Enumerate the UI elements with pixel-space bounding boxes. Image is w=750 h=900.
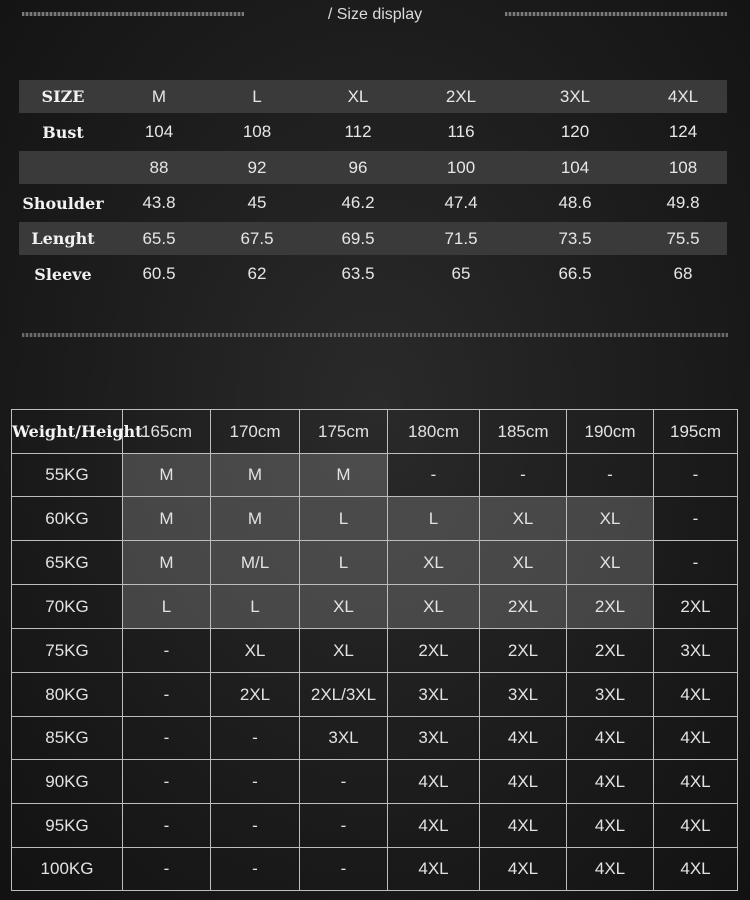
weight-label-cell: 90KG xyxy=(12,760,123,804)
size-cell: 3XL xyxy=(567,673,654,717)
size-cell: - xyxy=(123,717,211,760)
size-table-cell: 65.5 xyxy=(142,228,176,248)
size-cell: - xyxy=(211,717,300,760)
size-cell: 4XL xyxy=(654,717,738,760)
size-cell: 2XL xyxy=(567,629,654,673)
size-cell: XL xyxy=(388,541,480,585)
size-table-cell: 62 xyxy=(247,264,267,283)
size-table-cell: 124 xyxy=(668,122,698,141)
size-cell: M xyxy=(211,454,300,497)
size-cell: M xyxy=(123,497,211,541)
row-label: SIZE xyxy=(41,87,85,106)
size-cell: - xyxy=(123,673,211,717)
size-cell: - xyxy=(211,804,300,848)
weight-height-size-grid xyxy=(11,409,738,891)
size-cell: 3XL xyxy=(480,673,567,717)
size-cell: 3XL xyxy=(388,673,480,717)
size-table-cell: 108 xyxy=(668,157,698,177)
size-cell: - xyxy=(123,760,211,804)
size-cell: 4XL xyxy=(480,848,567,891)
size-table-cell: 69.5 xyxy=(341,228,375,248)
grid-row xyxy=(12,629,738,673)
size-table-row xyxy=(19,222,727,255)
size-cell: XL xyxy=(211,629,300,673)
size-table-cell: 48.6 xyxy=(558,193,592,212)
size-cell: 4XL xyxy=(388,804,480,848)
size-table-cell: 108 xyxy=(242,122,272,141)
size-cell: M xyxy=(123,454,211,497)
size-cell: 2XL xyxy=(480,585,567,629)
size-table-cell: 65 xyxy=(451,264,471,283)
section-divider xyxy=(22,333,728,337)
size-table-cell: 45 xyxy=(247,193,267,212)
grid-row xyxy=(12,454,738,497)
grid-row xyxy=(12,848,738,891)
size-cell: 4XL xyxy=(654,673,738,717)
grid-row xyxy=(12,541,738,585)
size-cell: 4XL xyxy=(654,848,738,891)
height-header-cell: 185cm xyxy=(480,410,567,454)
size-table-row xyxy=(19,151,727,184)
header-rule-right xyxy=(505,12,727,16)
size-cell: 4XL xyxy=(567,760,654,804)
size-cell: - xyxy=(211,760,300,804)
weight-label-cell: 85KG xyxy=(12,717,123,760)
size-cell: - xyxy=(480,454,567,497)
size-table-cell: 112 xyxy=(344,122,372,141)
size-table-cell: 116 xyxy=(447,122,475,141)
size-cell: M xyxy=(211,497,300,541)
size-cell: XL xyxy=(567,497,654,541)
size-table-cell: 104 xyxy=(560,157,590,177)
size-table-row xyxy=(19,184,727,222)
size-table-cell: L xyxy=(252,86,262,106)
grid-row xyxy=(12,585,738,629)
size-cell: 3XL xyxy=(300,717,388,760)
weight-label-cell: 80KG xyxy=(12,673,123,717)
section-header xyxy=(0,0,750,34)
size-table-cell: 49.8 xyxy=(666,193,700,212)
size-table-row xyxy=(19,80,727,113)
size-cell: 2XL xyxy=(211,673,300,717)
height-header-cell: 175cm xyxy=(300,410,388,454)
size-table-cell: 43.8 xyxy=(142,193,176,212)
size-cell: XL xyxy=(388,585,480,629)
size-cell: XL xyxy=(300,629,388,673)
grid-row xyxy=(12,673,738,717)
header-rule-left xyxy=(22,12,244,16)
size-cell: XL xyxy=(567,541,654,585)
size-table-cell: 73.5 xyxy=(558,228,592,248)
grid-row xyxy=(12,760,738,804)
size-cell: 2XL/3XL xyxy=(300,673,388,717)
size-cell: XL xyxy=(480,497,567,541)
size-cell: - xyxy=(654,454,738,497)
size-cell: 4XL xyxy=(480,804,567,848)
size-cell: 4XL xyxy=(567,804,654,848)
size-cell: 4XL xyxy=(480,717,567,760)
size-table-cell: 68 xyxy=(673,264,693,283)
size-cell: 2XL xyxy=(567,585,654,629)
size-table-cell: M xyxy=(151,86,167,106)
size-cell: - xyxy=(300,804,388,848)
size-table-cell: 104 xyxy=(144,122,174,141)
size-cell: - xyxy=(123,629,211,673)
size-cell: 3XL xyxy=(654,629,738,673)
row-label: Lenght xyxy=(31,229,95,248)
size-cell: 4XL xyxy=(654,760,738,804)
size-table-cell: 66.5 xyxy=(558,264,592,283)
size-measurement-table xyxy=(19,80,727,293)
size-table-cell: 4XL xyxy=(667,86,699,106)
size-cell: - xyxy=(567,454,654,497)
size-cell: - xyxy=(211,848,300,891)
size-cell: - xyxy=(123,804,211,848)
size-table-cell: 60.5 xyxy=(142,264,176,283)
weight-label-cell: 70KG xyxy=(12,585,123,629)
size-cell: L xyxy=(300,541,388,585)
height-header-cell: 195cm xyxy=(654,410,738,454)
size-table-cell: 67.5 xyxy=(240,228,274,248)
size-cell: M/L xyxy=(211,541,300,585)
size-cell: - xyxy=(654,497,738,541)
size-table-row xyxy=(19,113,727,151)
height-header-cell: 170cm xyxy=(211,410,300,454)
size-table-cell: 120 xyxy=(560,122,590,141)
size-table-cell: 2XL xyxy=(445,86,477,106)
size-cell: M xyxy=(123,541,211,585)
size-cell: 2XL xyxy=(654,585,738,629)
size-cell: - xyxy=(123,848,211,891)
size-table-cell: XL xyxy=(347,86,369,106)
grid-corner-label: Weight/Height xyxy=(12,410,123,454)
size-table-row xyxy=(19,255,727,293)
weight-label-cell: 95KG xyxy=(12,804,123,848)
size-cell: M xyxy=(300,454,388,497)
row-label: Sleeve xyxy=(34,264,92,284)
size-table-cell: 46.2 xyxy=(341,193,375,212)
size-cell: XL xyxy=(480,541,567,585)
weight-label-cell: 100KG xyxy=(12,848,123,891)
size-cell: 4XL xyxy=(388,760,480,804)
row-label xyxy=(19,151,107,184)
size-cell: 2XL xyxy=(480,629,567,673)
row-label: Bust xyxy=(42,122,84,142)
size-cell: 4XL xyxy=(567,848,654,891)
size-cell: 4XL xyxy=(480,760,567,804)
size-cell: - xyxy=(654,541,738,585)
size-cell: L xyxy=(300,497,388,541)
size-table-cell: 3XL xyxy=(559,86,591,106)
size-table-cell: 63.5 xyxy=(341,264,375,283)
size-cell: L xyxy=(123,585,211,629)
section-title: / Size display xyxy=(327,6,423,23)
size-table-cell: 92 xyxy=(247,157,267,177)
grid-row xyxy=(12,717,738,760)
weight-label-cell: 75KG xyxy=(12,629,123,673)
row-label: Shoulder xyxy=(22,193,104,213)
grid-header-row xyxy=(12,410,738,454)
size-cell: XL xyxy=(300,585,388,629)
size-table-cell: 96 xyxy=(348,157,368,177)
size-cell: L xyxy=(388,497,480,541)
size-cell: L xyxy=(211,585,300,629)
size-cell: - xyxy=(388,454,480,497)
height-header-cell: 180cm xyxy=(388,410,480,454)
weight-label-cell: 65KG xyxy=(12,541,123,585)
size-table-cell: 88 xyxy=(149,157,169,177)
size-cell: - xyxy=(300,848,388,891)
size-table-cell: 47.4 xyxy=(444,193,478,212)
grid-row xyxy=(12,804,738,848)
size-cell: 4XL xyxy=(654,804,738,848)
size-table-cell: 75.5 xyxy=(666,228,700,248)
size-cell: 4XL xyxy=(567,717,654,760)
height-header-cell: 190cm xyxy=(567,410,654,454)
size-cell: - xyxy=(300,760,388,804)
size-cell: 2XL xyxy=(388,629,480,673)
weight-label-cell: 55KG xyxy=(12,454,123,497)
size-table-cell: 71.5 xyxy=(444,228,478,248)
weight-label-cell: 60KG xyxy=(12,497,123,541)
size-cell: 3XL xyxy=(388,717,480,760)
size-cell: 4XL xyxy=(388,848,480,891)
size-table-cell: 100 xyxy=(446,157,476,177)
grid-row xyxy=(12,497,738,541)
height-header-cell: 165cm xyxy=(123,410,211,454)
